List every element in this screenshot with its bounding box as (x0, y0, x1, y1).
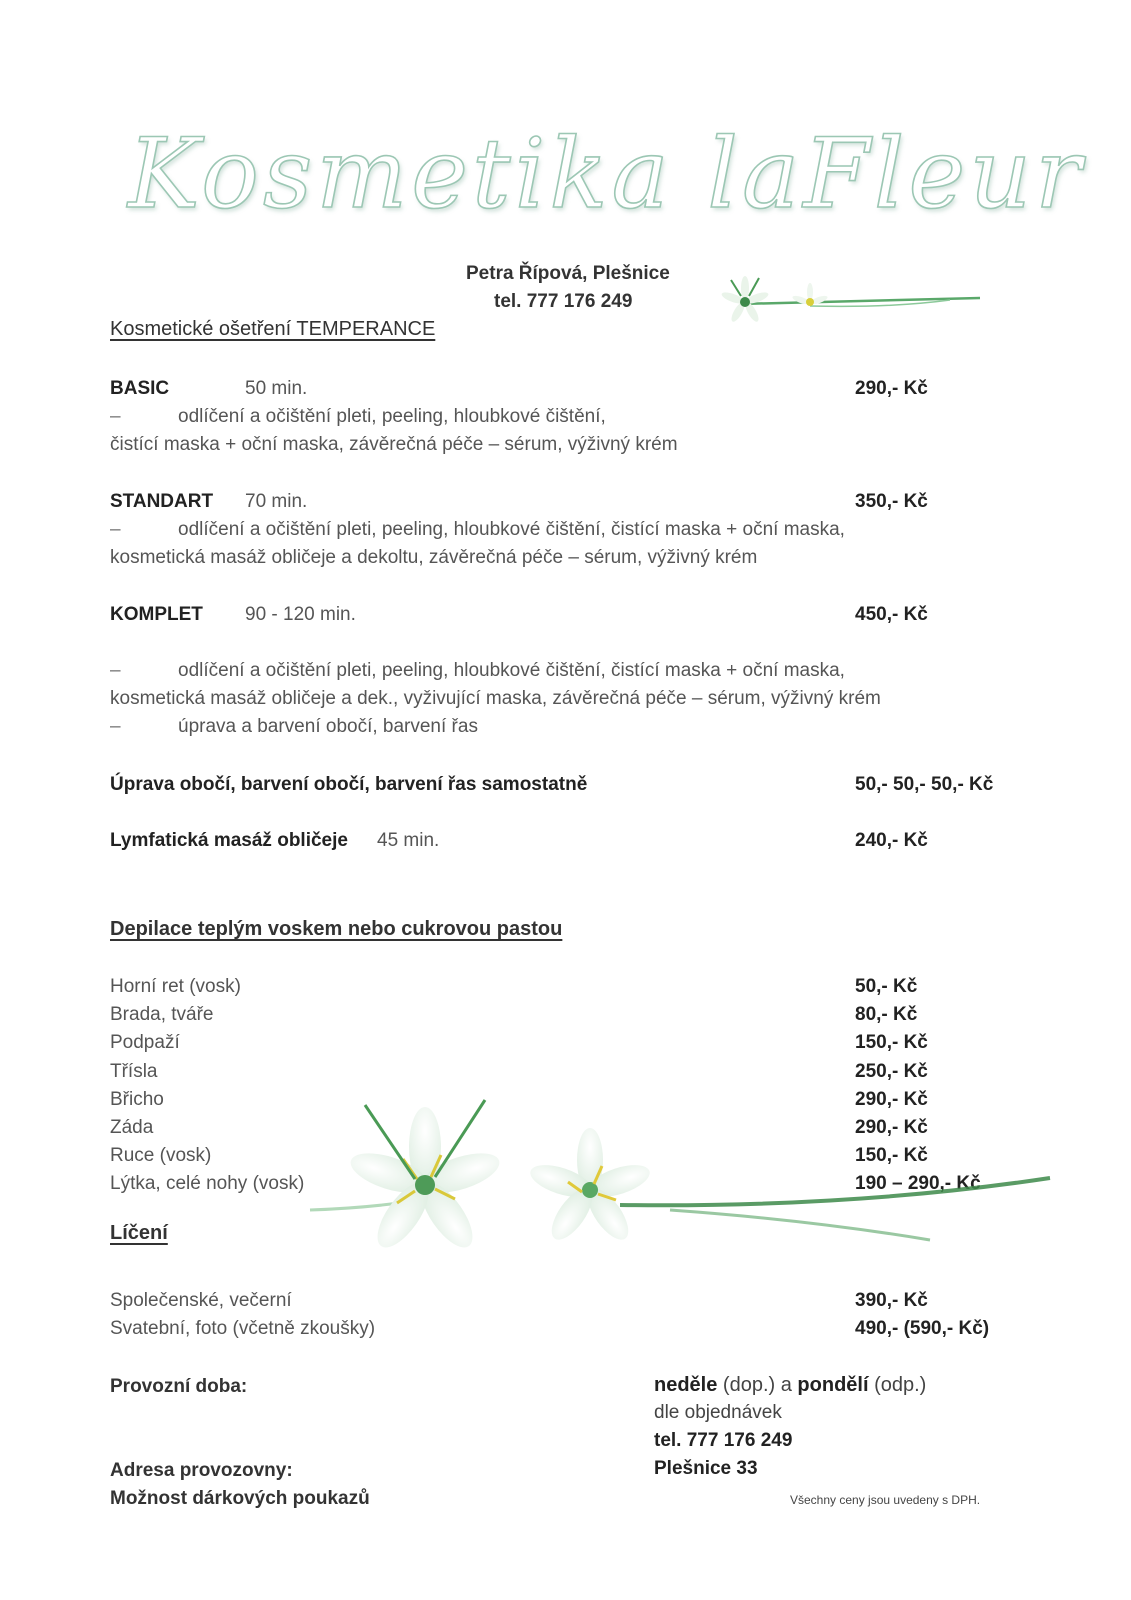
komplet-dash: – (110, 660, 121, 681)
komplet-dash-2: – (110, 716, 121, 737)
standart-desc-1: odlíčení a očištění pleti, peeling, hloubkové čištění, čistící maska + oční maska, (178, 519, 845, 540)
uprava-name: Úprava obočí, barvení obočí, barvení řas samostatně (110, 774, 588, 795)
komplet-desc-2: kosmetická masáž obličeje a dek., vyživující maska, závěrečná péče – sérum, výživný krém (110, 688, 881, 709)
lymfaticka-price: 240,- Kč (855, 830, 928, 851)
hours-days (654, 1374, 926, 1397)
basic-dash: – (110, 406, 121, 427)
hours-day2: pondělí (797, 1374, 869, 1396)
standart-price: 350,- Kč (855, 491, 928, 512)
liceni-item-price: 390,- Kč (855, 1290, 928, 1311)
lymfaticka-name: Lymfatická masáž obličeje (110, 830, 348, 851)
depilace-item-price: 80,- Kč (855, 1004, 918, 1026)
komplet-desc-3: úprava a barvení obočí, barvení řas (178, 716, 478, 737)
standart-duration: 70 min. (245, 491, 308, 512)
depilace-item-price: 190 – 290,- Kč (855, 1173, 981, 1195)
komplet-duration: 90 - 120 min. (245, 604, 356, 625)
footer-phone: tel. 777 176 249 (654, 1430, 793, 1451)
depilace-item-name: Ruce (vosk) (110, 1145, 212, 1167)
komplet-price: 450,- Kč (855, 604, 928, 625)
logo: Kosmetika laFleur (128, 118, 1086, 230)
komplet-row (110, 604, 510, 626)
hours-day1: neděle (654, 1374, 718, 1396)
standart-name: STANDART (110, 491, 214, 512)
basic-row (110, 378, 510, 400)
standart-row (110, 491, 510, 513)
header-phone: tel. 777 176 249 (494, 291, 633, 312)
depilace-item-name: Třísla (110, 1060, 158, 1082)
liceni-item-price: 490,- (590,- Kč) (855, 1318, 990, 1339)
basic-name: BASIC (110, 378, 170, 399)
depilace-item-name: Podpaží (110, 1032, 180, 1054)
depilace-item-price: 250,- Kč (855, 1060, 928, 1082)
by-appointment: dle objednávek (654, 1402, 782, 1423)
vat-note: Všechny ceny jsou uvedeny s DPH. (790, 1493, 981, 1507)
depilace-item-price: 50,- Kč (855, 976, 918, 997)
liceni-item-name: Společenské, večerní (110, 1290, 292, 1311)
depilace-item-name: Břicho (110, 1088, 164, 1110)
depilace-item-price: 150,- Kč (855, 1032, 928, 1054)
depilace-title: Depilace teplým voskem nebo cukrovou pastou (110, 918, 563, 940)
hours-label: Provozní doba: (110, 1376, 248, 1397)
depilace-item-name: Záda (110, 1117, 154, 1138)
lymfaticka-row (110, 830, 510, 852)
depilace-item-price: 290,- Kč (855, 1117, 928, 1138)
vouchers: Možnost dárkových poukazů (110, 1488, 370, 1509)
liceni-title: Líčení (110, 1222, 168, 1244)
temperance-title: Kosmetické ošetření TEMPERANCE (110, 318, 436, 340)
standart-dash: – (110, 519, 121, 540)
liceni-item-name: Svatební, foto (včetně zkoušky) (110, 1318, 376, 1339)
uprava-price: 50,- 50,- 50,- Kč (855, 774, 994, 795)
basic-price: 290,- Kč (855, 378, 928, 399)
depilace-item-price: 290,- Kč (855, 1088, 928, 1110)
hours-day2-note: (odp.) (874, 1374, 927, 1396)
depilace-item-name: Lýtka, celé nohy (vosk) (110, 1173, 305, 1195)
basic-desc-2: čistící maska + oční maska, závěrečná péče – sérum, výživný krém (110, 434, 678, 455)
address-label: Adresa provozovny: (110, 1460, 293, 1481)
komplet-name: KOMPLET (110, 604, 203, 625)
flower-sprig-icon (700, 262, 1000, 342)
lymfaticka-duration: 45 min. (377, 830, 440, 851)
depilace-item-price: 150,- Kč (855, 1145, 928, 1167)
depilace-item-name: Brada, tváře (110, 1004, 214, 1026)
hours-and: a (780, 1374, 792, 1396)
basic-desc-1: odlíčení a očištění pleti, peeling, hloubkové čištění, (178, 406, 606, 427)
address: Plešnice 33 (654, 1458, 758, 1479)
standart-desc-2: kosmetická masáž obličeje a dekoltu, závěrečná péče – sérum, výživný krém (110, 547, 758, 568)
depilace-item-name: Horní ret (vosk) (110, 976, 241, 997)
hours-day1-note: (dop.) (722, 1374, 776, 1396)
komplet-desc-1: odlíčení a očištění pleti, peeling, hloubkové čištění, čistící maska + oční maska, (178, 660, 845, 681)
basic-duration: 50 min. (245, 378, 308, 399)
owner-name: Petra Řípová, Plešnice (466, 263, 670, 284)
white-flowers-icon (290, 1090, 1070, 1290)
